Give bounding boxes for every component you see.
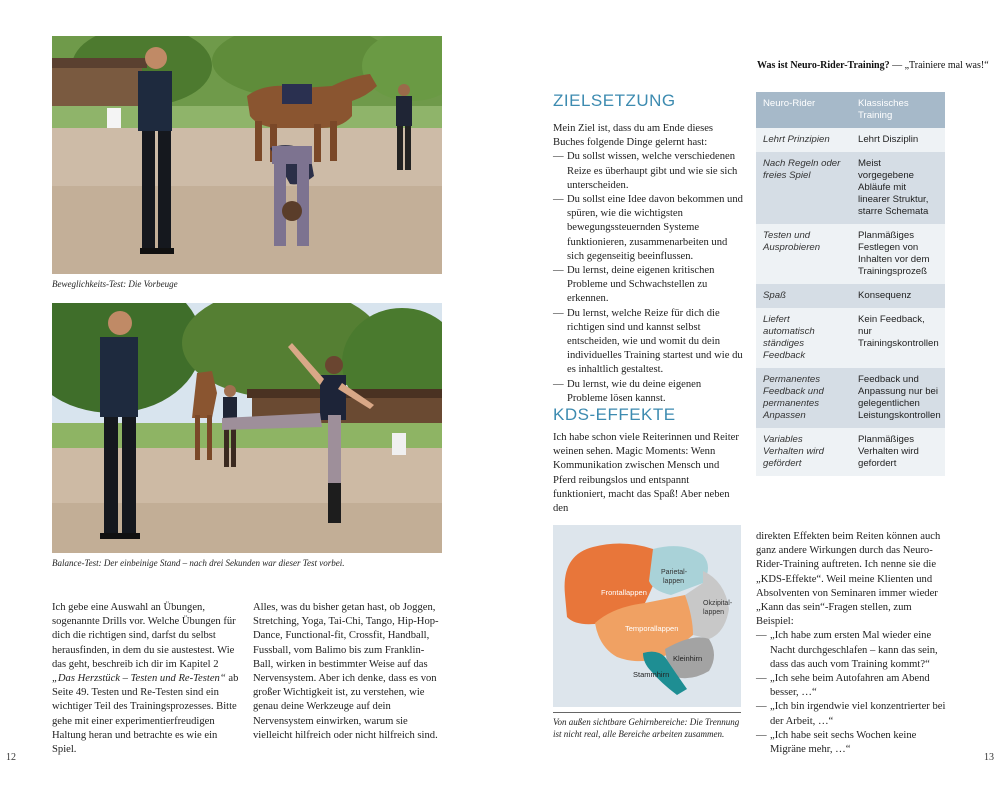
running-head-subtitle: — „Trainiere mal was!“ [889, 60, 989, 71]
body-text: Ich gebe eine Auswahl an Übungen, sogenannte Drills vor. Welche Übungen für dich die richtigen sind, darfst du selbst herausfinden, in dem du sie austestest. Wie das geht, beschreib ich dir im Kapitel 2 [52, 602, 236, 670]
table-row [756, 128, 945, 152]
table-cell: Planmäßiges Festlegen von Inhalten vor dem Trainingsprozeß [851, 224, 945, 284]
table-cell: Permanentes Feedback und permanentes Anpassen [756, 368, 851, 428]
table-cell: Konsequenz [851, 284, 945, 308]
table-cell: Liefert automatisch ständiges Feedback [756, 308, 851, 368]
list-item: — Du sollst wissen, welche verschiedenen Reize es überhaupt gibt und wie sie sich unterscheiden. [553, 151, 738, 191]
table-row [756, 368, 945, 428]
table-cell: Nach Regeln oder freies Spiel [756, 152, 851, 224]
kds-continued [756, 530, 946, 757]
table-row [756, 224, 945, 284]
table-cell: Lehrt Disziplin [851, 128, 945, 152]
list-item: — Du lernst, wie du deine eigenen Probleme lösen kannst. [553, 378, 702, 404]
brain-svg [553, 525, 741, 707]
list-item: — Du lernst, welche Reize für dich die richtigen sind und kannst selbst entscheiden, wie und womit du dein individuelles Training startest und wie du es inhaltlich gestaltest. [553, 307, 743, 376]
zielsetzung-text [553, 122, 743, 406]
section-heading-kds: KDS-EFFEKTE [553, 405, 676, 424]
running-head-title: Was ist Neuro-Rider-Training? [757, 60, 890, 71]
body-text: Alles, was du bisher getan hast, ob Joggen, Stretching, Yoga, Tai-Chi, Tango, Hip-Hop-Dance, Functional-fit, Crossfit, Handball, Fussball, vom Balimo bis zum Franklin-Ball, wirken in bestimmter Weise auf das Nervensystem. Aber ich denke, dass es von großer Wichtigkeit ist, zu verstehen, wie genau deine Werkzeuge auf dein Nervensystem einwirken, warum sie vielleicht hilfreich oder nicht hilfreich sind. [253, 602, 439, 741]
photo-forward-bend-test [52, 36, 442, 274]
goals-list [553, 150, 743, 406]
brain-label-part: Okzipital- [703, 600, 733, 607]
body-text: Ich habe schon viele Reiterinnen und Reiter weinen sehen. Magic Moments: Wenn Kommunikation zwischen Mensch und Pferd reibungslos und entspannt funktioniert, macht das Spaß! Aber neben den [553, 432, 739, 515]
table-header: Neuro-Rider [756, 92, 851, 128]
table-row [756, 284, 945, 308]
photo-caption: Balance-Test: Der einbeinige Stand – nach drei Sekunden war dieser Test vorbei. [52, 558, 345, 568]
dash-marker: — [553, 194, 564, 206]
table-cell: Meist vorgegebene Abläufe mit linearer Struktur, starre Schemata [851, 152, 945, 224]
brain-label: Kleinhirn [673, 654, 703, 663]
list-item: — „Ich habe seit sechs Wochen keine Migräne mehr, …“ [756, 729, 917, 756]
table-row [756, 152, 945, 224]
dash-marker: — [553, 151, 564, 163]
table-cell: Lehrt Prinzipien [756, 128, 851, 152]
body-text: ab Seite 49. Testen und Re-Testen sind ein wichtiger Teil des Trainingsprozesses. Bitte gehe mit einer experimentierfreudigen Haltung heran und betrachte es wie ein Spiel. [52, 673, 239, 756]
dash-marker: — [553, 265, 564, 277]
dash-marker: — [756, 701, 767, 713]
table-cell: Feedback und Anpassung nur bei gelegentlichen Leistungskontrollen [851, 368, 945, 428]
table-row [756, 428, 945, 476]
brain-label: Temporallappen [625, 624, 679, 633]
photo-caption: Beweglichkeits-Test: Die Vorbeuge [52, 279, 178, 289]
list-item: — „Ich sehe beim Autofahren am Abend besser, …“ [756, 673, 930, 699]
left-body-col-2 [253, 601, 442, 743]
dash-marker: — [756, 630, 767, 642]
quotes-list [756, 629, 946, 757]
brain-caption: Von außen sichtbare Gehirnbereiche: Die Trennung ist nicht real, alle Bereiche arbeiten zusammen. [553, 717, 740, 739]
dash-marker: — [553, 307, 564, 319]
chapter-reference: „Das Herzstück – Testen und Re-Testen“ [52, 673, 226, 685]
running-head [757, 60, 989, 71]
section-heading-zielsetzung: ZIELSETZUNG [553, 91, 676, 110]
left-body-col-1 [52, 601, 240, 757]
list-item: — „Ich habe zum ersten Mal wieder eine Nacht durchgeschlafen – kann das sein, dass das auch vom Training kommt?“ [756, 630, 938, 670]
photo-balance-test [52, 303, 442, 553]
table-cell: Spaß [756, 284, 851, 308]
brain-label: Stammhirn [633, 670, 670, 679]
kds-text [553, 431, 743, 516]
table-cell: Testen und Ausprobieren [756, 224, 851, 284]
dash-marker: — [553, 378, 564, 390]
brain-label-part: Parietal- [661, 569, 688, 576]
list-item: — Du sollst eine Idee davon bekommen und spüren, wie die wichtigsten bewegungssteuernden Systeme funktionieren, zusammenarbeiten und sich gegenseitig beeinflussen. [553, 194, 743, 262]
caption-rule [553, 712, 741, 713]
brain-label-part: lappen [663, 578, 685, 585]
comparison-table [756, 92, 945, 476]
page-number: 13 [984, 752, 994, 763]
brain-label-part: lappen [703, 609, 725, 616]
dash-marker: — [756, 729, 767, 741]
table-cell: Variables Verhalten wird gefördert [756, 428, 851, 476]
page-number: 12 [6, 752, 16, 763]
table-cell: Kein Feedback, nur Trainingskontrollen [851, 308, 945, 368]
list-item: — Du lernst, deine eigenen kritischen Probleme und Schwachstellen zu erkennen. [553, 265, 715, 305]
table-row [756, 308, 945, 368]
zielsetzung-intro: Mein Ziel ist, dass du am Ende dieses Buches folgende Dinge gelernt hast: [553, 123, 714, 149]
dash-marker: — [756, 673, 767, 685]
brain-diagram [553, 525, 741, 707]
brain-label: Frontallappen [601, 588, 647, 597]
table-header-row [756, 92, 945, 128]
list-item: — „Ich bin irgendwie viel konzentrierter bei der Arbeit, …“ [756, 701, 946, 727]
table-cell: Planmäßiges Verhalten wird gefordert [851, 428, 945, 476]
table-header: Klassisches Training [851, 92, 945, 128]
body-text: direkten Effekten beim Reiten können auch ganz andere Wirkungen durch das Neuro-Rider-Training auftreten. Ich nenne sie die „KDS-Effekte“. Weil meine Klienten und Absolventen von Seminaren immer wieder „Kann das sein“-Fragen stellen, zum Beispiel: [756, 531, 941, 628]
